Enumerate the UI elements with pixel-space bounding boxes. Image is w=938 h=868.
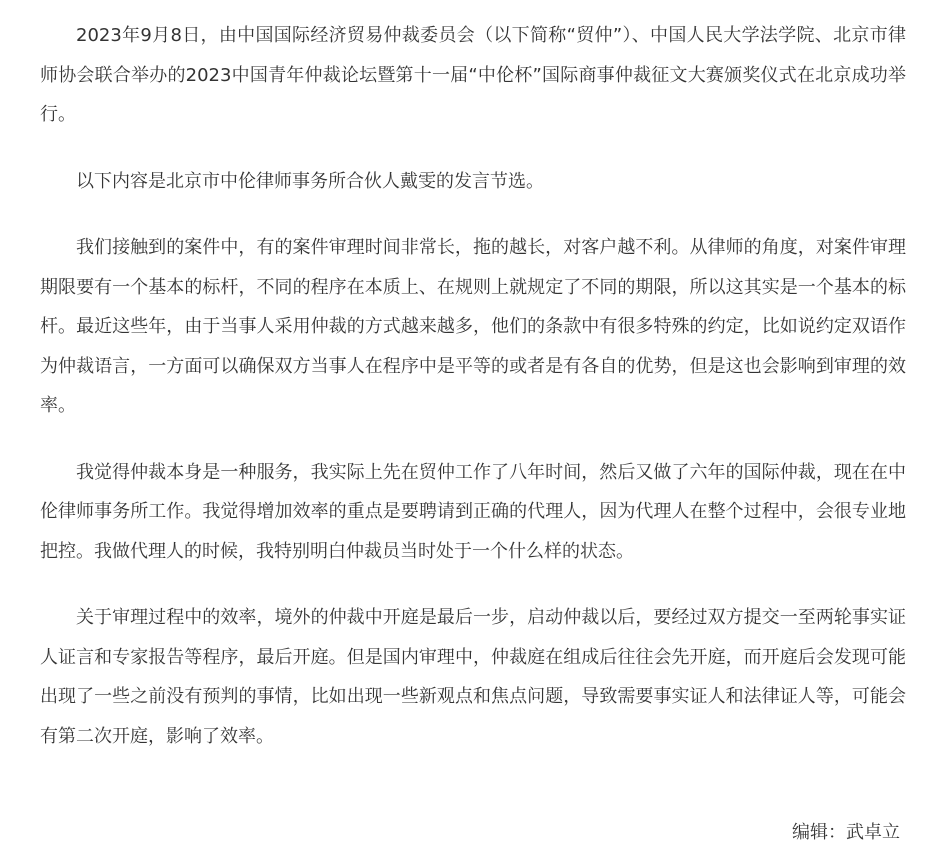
paragraph-case-duration: 我们接触到的案件中，有的案件审理时间非常长，拖的越长，对客户越不利。从律师的角度，对案件审理期限要有一个基本的标杆，不同的程序在本质上、在规则上就规定了不同的期限，所以这其实是一个基本的标杆。最近这些年，由于当事人采用仲裁的方式越来越多，他们的条款中有很多特殊的约定，比如说约定双语作为仲裁语言，一方面可以确保双方当事人在程序中是平等的或者是有各自的优势，但是这也会影响到审理的效率。 [40, 237, 906, 416]
paragraph-hearing-efficiency: 关于审理过程中的效率，境外的仲裁中开庭是最后一步，启动仲裁以后，要经过双方提交一至两轮事实证人证言和专家报告等程序，最后开庭。但是国内审理中，仲裁庭在组成后往往会先开庭，而开庭后会发现可能出现了一些之前没有预判的事情，比如出现一些新观点和焦点问题，导致需要事实证人和法律证人等，可能会有第二次开庭，影响了效率。 [40, 607, 906, 747]
paragraph-arbitration-service: 我觉得仲裁本身是一种服务，我实际上先在贸仲工作了八年时间，然后又做了六年的国际仲裁，现在在中伦律师事务所工作。我觉得增加效率的重点是要聘请到正确的代理人，因为代理人在整个过程中，会很专业地把控。我做代理人的时候，我特别明白仲裁员当时处于一个什么样的状态。 [40, 461, 906, 562]
editor-credit: 编辑：武卓立 [792, 822, 900, 843]
article-body [40, 16, 906, 783]
paragraph-speech-intro: 以下内容是北京市中伦律师事务所合伙人戴雯的发言节选。 [76, 170, 544, 192]
paragraph-event-intro: 2023年9月8日，由中国国际经济贸易仲裁委员会（以下简称“贸仲”）、中国人民大学法学院、北京市律师协会联合举办的2023中国青年仲裁论坛暨第十一届“中伦杯”国际商事仲裁征文大赛颁奖仪式在北京成功举行。 [40, 25, 906, 125]
